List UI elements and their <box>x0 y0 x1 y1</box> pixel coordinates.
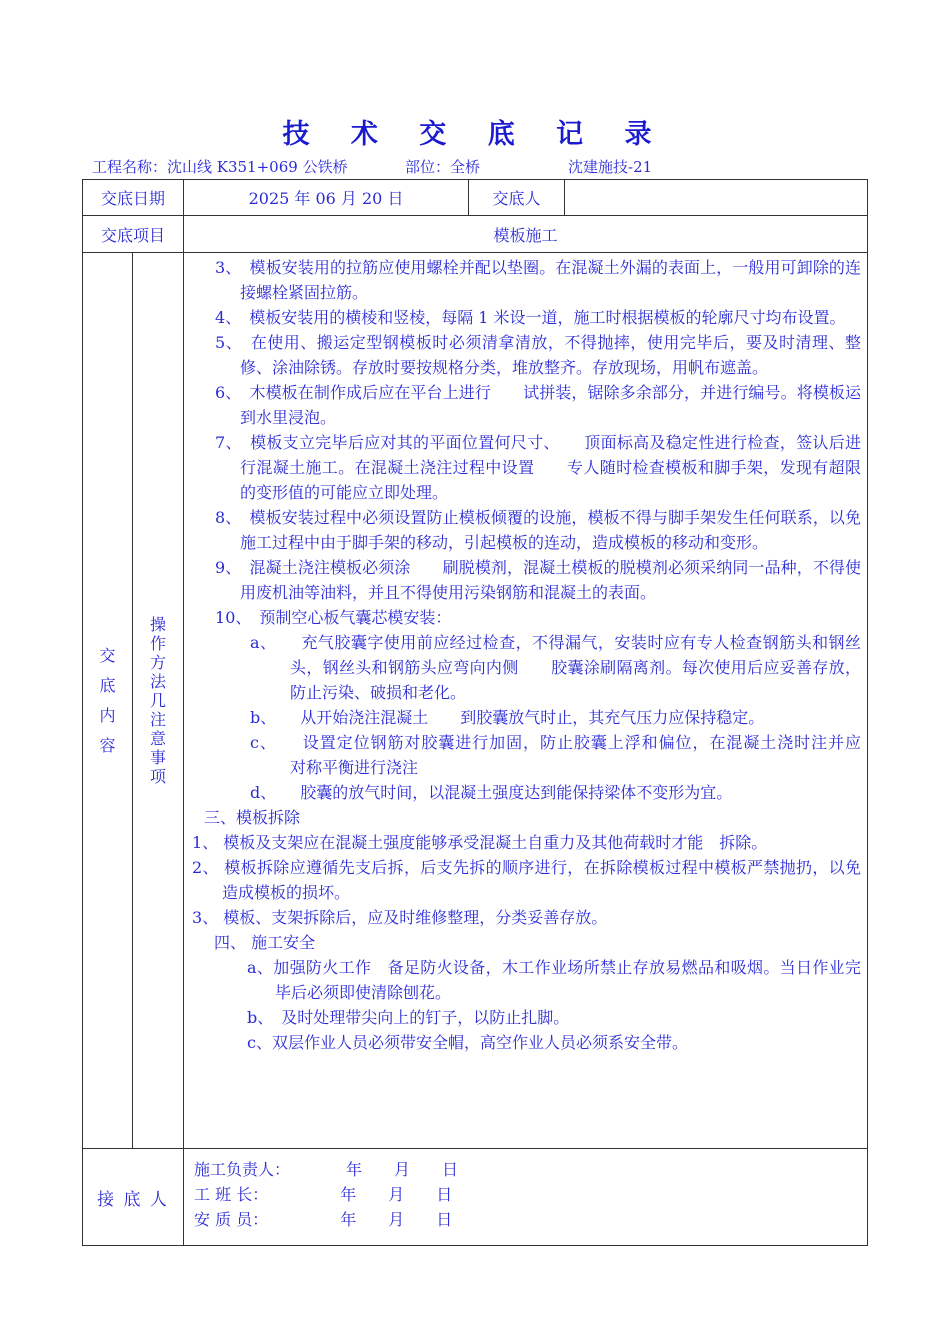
paragraph: 3、 模板安装用的拉筋应使用螺栓并配以垫圈。在混凝土外漏的表面上，一般用可卸除的连接螺栓紧固拉筋。 <box>215 258 862 302</box>
document-code: 沈建施技-21 <box>568 158 653 176</box>
method-label <box>133 253 184 1149</box>
sub-paragraph: b、 及时处理带尖向上的钉子，以防止扎脚。 <box>247 1008 570 1027</box>
signature-line-leader: 施工负责人： 年 月 日 <box>194 1160 459 1179</box>
paragraph: 6、 木模板在制作成后应在平台上进行 试拼装，锯除多余部分，并进行编号。将模板运到水里浸泡。 <box>215 383 862 427</box>
presenter-label: 交底人 <box>469 180 565 216</box>
receiver-label: 接 底 人 <box>83 1149 184 1246</box>
item-label: 交底项目 <box>83 216 184 253</box>
sub-paragraph: b、 从开始浇注混凝土 到胶囊放气时止，其充气压力应保持稳定。 <box>250 708 765 727</box>
method-label-text: 操作方法几注意事项 <box>150 615 167 786</box>
section-heading: 三、模板拆除 <box>204 808 301 827</box>
record-table <box>82 179 894 1246</box>
date-label: 交底日期 <box>83 180 184 216</box>
paragraph: 5、 在使用、搬运定型钢模板时必须清拿清放，不得抛摔，使用完毕后，要及时清理、整修、涂油除锈。存放时要按规格分类，堆放整齐。存放现场，用帆布遮盖。 <box>215 333 862 377</box>
paragraph: 10、 预制空心板气囊芯模安装： <box>215 608 452 627</box>
presenter-value <box>565 180 868 216</box>
content-body <box>184 253 894 1149</box>
section-heading: 四、 施工安全 <box>214 933 316 952</box>
sub-paragraph: a、 充气胶囊字使用前应经过检查，不得漏气，安装时应有专人检查钢筋头和钢丝头，钢丝头和钢筋头应弯向内侧 胶囊涂刷隔离剂。每次使用后应妥善存放，防止污染、破损和老化。 <box>250 633 862 702</box>
content-label <box>83 253 133 1149</box>
document-title: 技 术 交 底 记 录 <box>282 119 668 150</box>
paragraph: 8、 模板安装过程中必须设置防止模板倾覆的设施，模板不得与脚手架发生任何联系，以免施工过程中由于脚手架的移动，引起模板的连动，造成模板的移动和变形。 <box>215 508 862 552</box>
sub-paragraph: d、 胶囊的放气时间，以混凝土强度达到能保持梁体不变形为宜。 <box>250 783 733 802</box>
paragraph: 3、 模板、支架拆除后，应及时维修整理，分类妥善存放。 <box>192 908 608 927</box>
paragraph: 9、 混凝土浇注模板必须涂 刷脱模剂，混凝土模板的脱模剂必须采纳同一品种，不得使用废机油等油料，并且不得使用污染钢筋和混凝土的表面。 <box>215 558 862 602</box>
sub-paragraph: a、加强防火工作 备足防火设备，木工作业场所禁止存放易燃品和吸烟。当日作业完毕后必须即使清除刨花。 <box>247 958 862 1002</box>
paragraph: 4、 模板安装用的横棱和竖棱，每隔 1 米设一道，施工时根据模板的轮廓尺寸均布设置。 <box>215 308 846 327</box>
paragraph: 2、 模板拆除应遵循先支后拆，后支先拆的顺序进行，在拆除模板过程中模板严禁抛扔，以免造成模板的损坏。 <box>192 858 862 902</box>
sub-paragraph: c、 设置定位钢筋对胶囊进行加固，防止胶囊上浮和偏位，在混凝土浇时注并应 对称平衡进行浇注 <box>250 733 894 777</box>
project-name: 工程名称：沈山线 K351+069 公铁桥 <box>92 158 348 176</box>
item-value: 模板施工 <box>184 216 868 253</box>
sub-paragraph: c、双层作业人员必须带安全帽，高空作业人员必须系安全带。 <box>247 1033 688 1052</box>
content-label-text: 交底内容 <box>99 645 116 755</box>
paragraph: 1、 模板及支架应在混凝土强度能够承受混凝土自重力及其他荷载时才能 拆除。 <box>192 833 768 852</box>
project-part: 部位：全桥 <box>405 158 481 176</box>
date-value: 2025 年 06 月 20 日 <box>184 180 469 216</box>
signature-block <box>184 1149 868 1246</box>
signature-line-foreman: 工 班 长： 年 月 日 <box>194 1185 453 1204</box>
paragraph: 7、 模板支立完毕后应对其的平面位置何尺寸、 顶面标高及稳定性进行检查，签认后进行混凝土施工。在混凝土浇注过程中设置 专人随时检查模板和脚手架，发现有超限的变形值的可能应立即处理。 <box>215 433 862 502</box>
signature-line-quality: 安 质 员： 年 月 日 <box>194 1210 453 1229</box>
